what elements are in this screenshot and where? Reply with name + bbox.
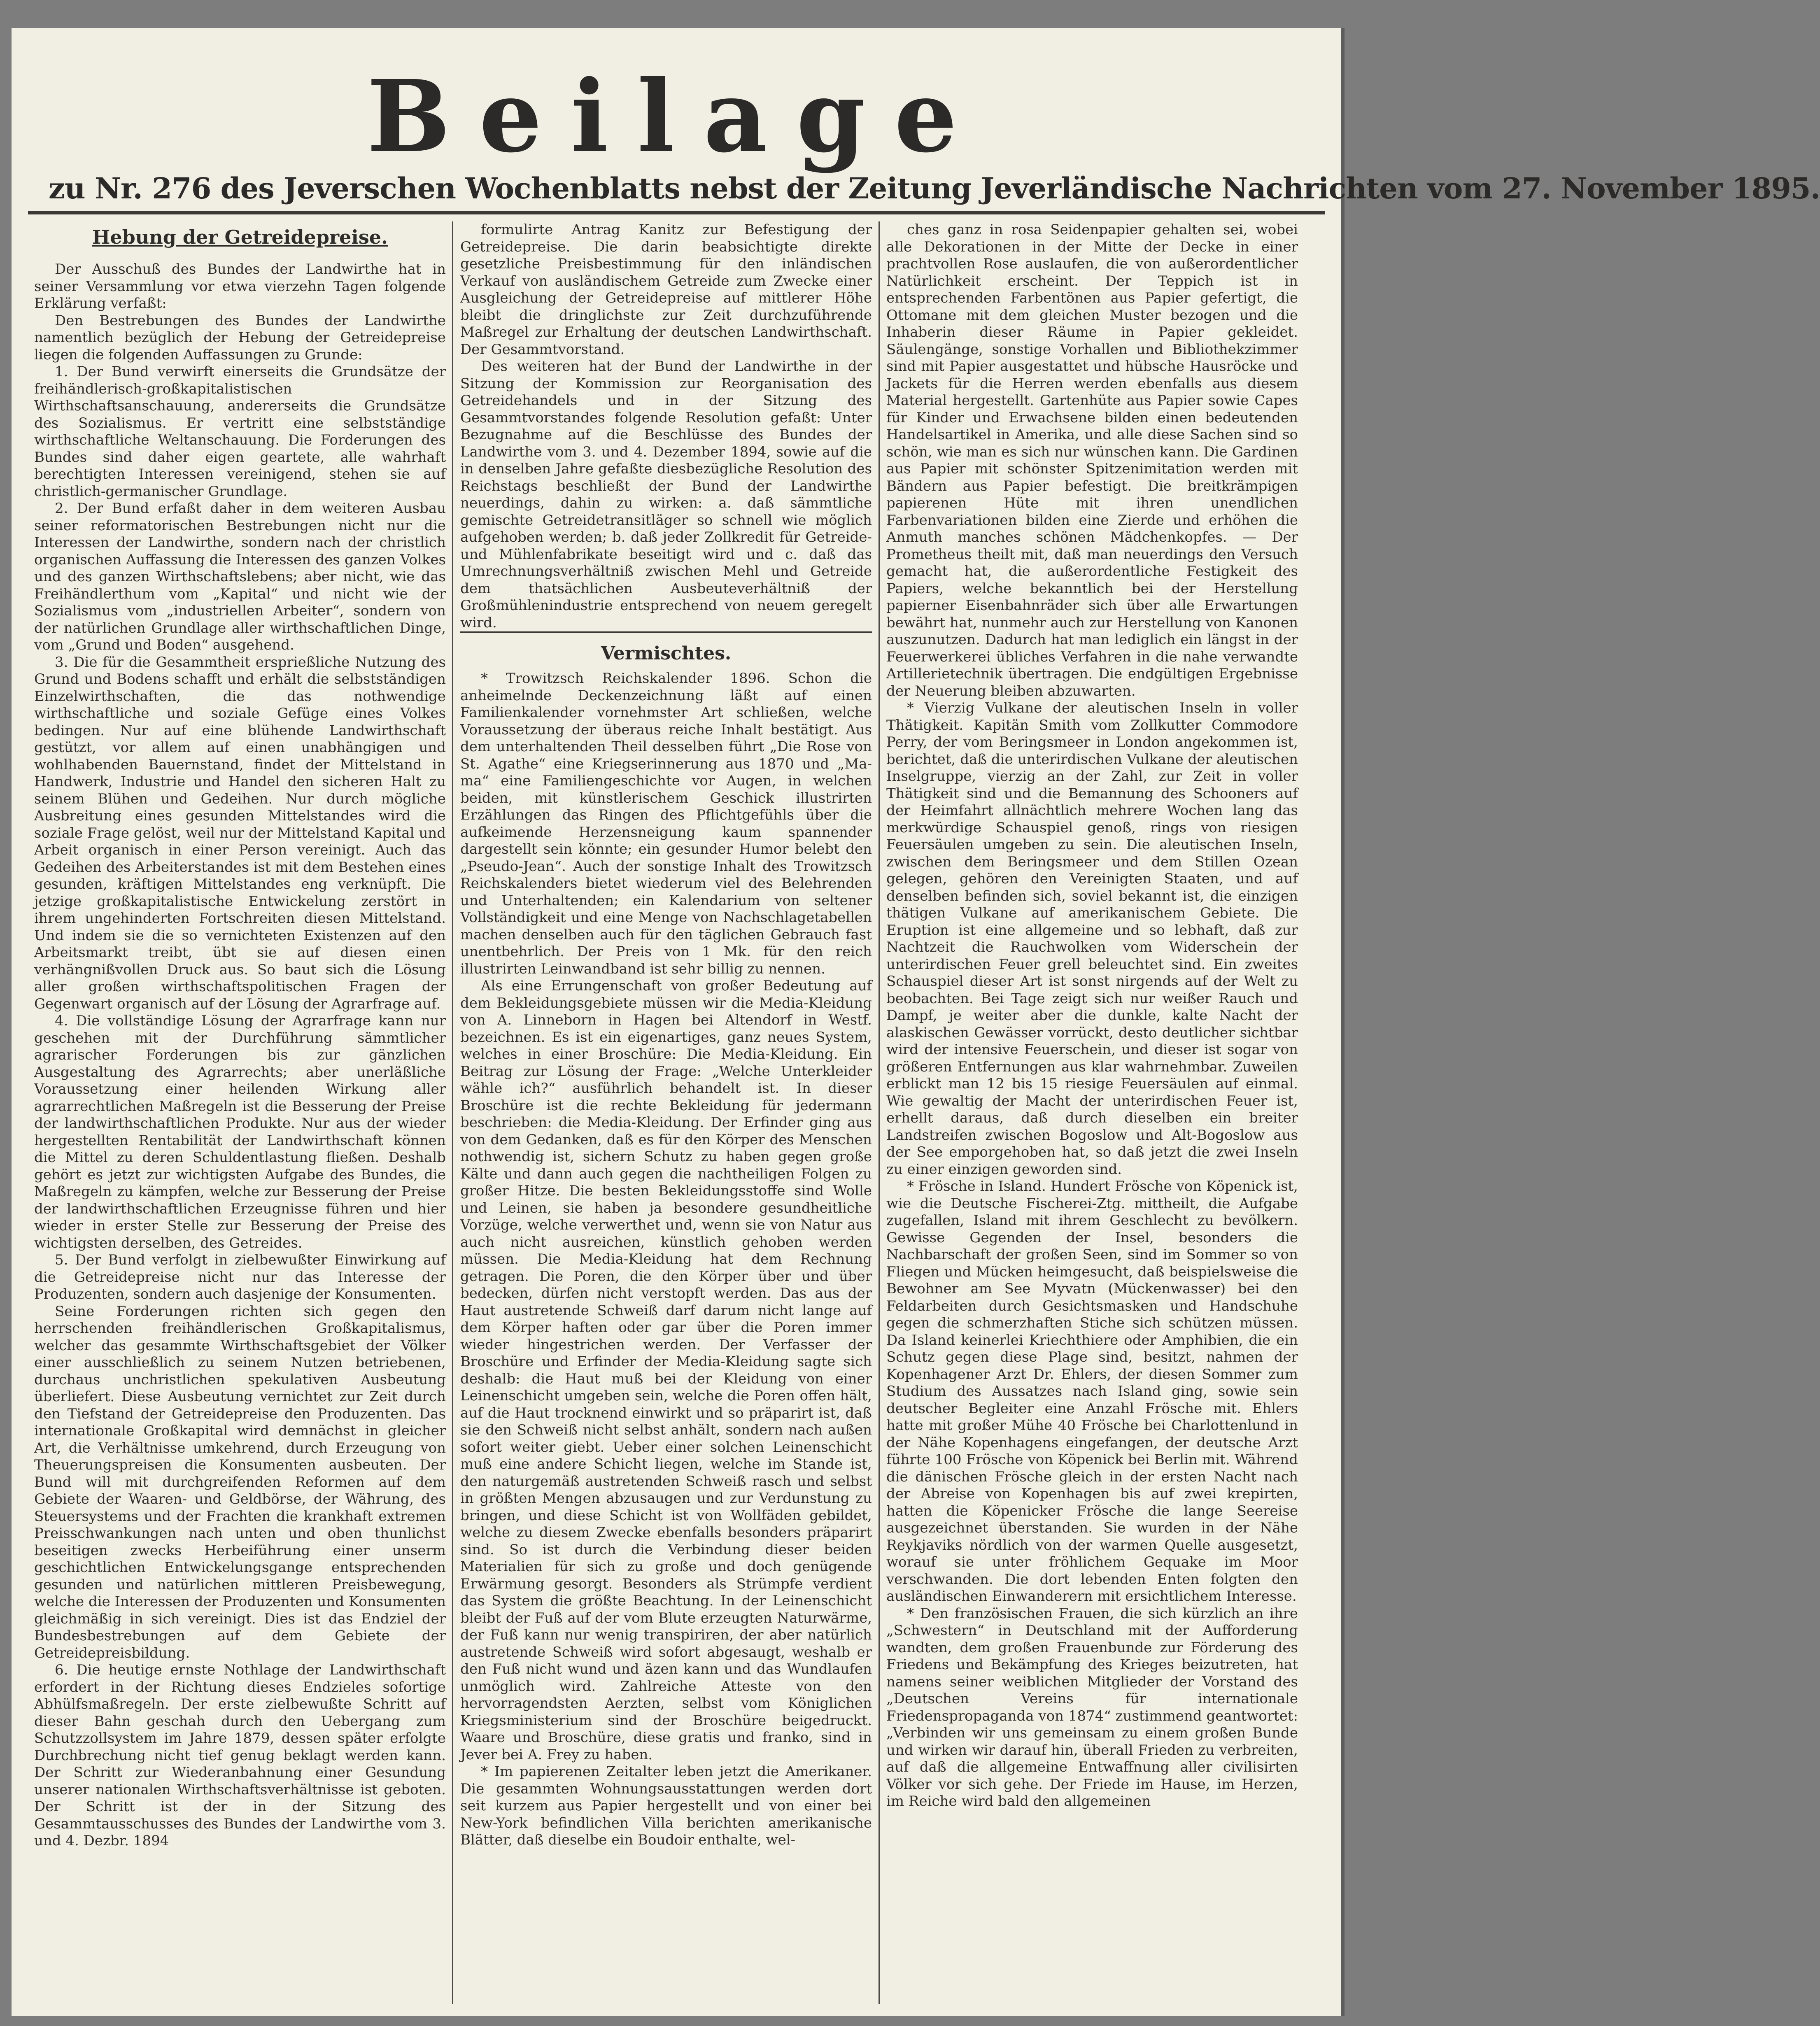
- column-rule: [452, 221, 453, 2004]
- newspaper-page: [12, 28, 1820, 2016]
- masthead-title: Beilage: [367, 58, 986, 175]
- paragraph: ches ganz in rosa Seidenpapier gehalten sei, wobei alle Dekorationen in der Mitte der Decke in einer prachtvollen Rose auslaufen, die von außerordentlicher Natürlichkeit erscheint. Der Teppich ist in entsprechenden Farbentönen aus Papier gefertigt, die Ottomane mit dem gleichen Muster bezogen und die Inhaberin dieser Räume in Papier gekleidet. Säulengänge, sonstige Vorhallen und Bibliothekzimmer sind mit Papier ausgestattet und hübsche Hausröcke und Jackets für die Herren werden ebenfalls aus diesem Material hergestellt. Gartenhüte aus Papier sowie Capes für Kinder und Erwachsene bilden einen bedeutenden Handelsartikel in Amerika, und alle diese Sachen sind so schön, wie man es sich nur wünschen kann. Die Gardinen aus Papier mit schönster Spitzenimitation werden mit Bändern aus Papier befestigt. Die breitkrämpigen papierenen Hüte mit ihren unendlichen Farbenvariationen bilden eine Zierde und erhöhen die Anmuth manches schönen Mädchenkopfes. — Der Prometheus theilt mit, daß man neuerdings den Versuch gemacht hat, die außerordentliche Festigkeit des Papiers, welche bekanntlich bei der Herstellung papierner Eisenbahnräder sich über alle Erwartungen bewährt hat, nunmehr auch zur Herstellung von Kanonen auszunutzen. Dadurch hat man lediglich ein längst in der Feuerwerkerei übliches Verfahren in die nahe verwandte Artillerietechnik übertragen. Die endgültigen Ergebnisse der Neuerung bleiben abzuwarten.: [886, 221, 1298, 699]
- paragraph: Den Bestrebungen des Bundes der Landwirthe namentlich bezüglich der Hebung der Getreidepreise liegen die folgenden Auffassungen zu Grunde:: [34, 312, 446, 363]
- paragraph: 1. Der Bund verwirft einerseits die Grundsätze der freihändlerisch-großkapitalistischen Wirthschaftsanschauung, andererseits die Grundsätze des Sozialismus. Er vertritt eine selbstständige wirthschaftliche Weltanschauung. Die Forderungen des Bundes sind daher eigen geartete, alle wahrhaft berechtigten Interessen vereinigend, stehen sie auf christlich-germanischer Grundlage.: [34, 363, 446, 500]
- paragraph: Der Ausschuß des Bundes der Landwirthe hat in seiner Versammlung vor etwa vierzehn Tagen folgende Erklärung verfaßt:: [34, 261, 446, 312]
- paragraph: 3. Die für die Gesammtheit ersprießliche Nutzung des Grund und Bodens schafft und erhält die selbstständigen Einzelwirthschaften, die das nothwendige wirthschaftliche und soziale Gefüge eines Volkes bedingen. Nur auf eine blühende Landwirthschaft gestützt, vor allem auf einen unabhängigen und wohlhabenden Bauernstand, findet der Mittelstand in Handwerk, Industrie und Handel den sicheren Halt zu seinem Blühen und Gedeihen. Nur durch mögliche Ausbreitung eines gesunden Mittelstandes wird die soziale Frage gelöst, weil nur der Mittelstand Kapital und Arbeit organisch in einer Person vereinigt. Auch das Gedeihen des Arbeiterstandes ist mit dem Bestehen eines gesunden, kräftigen Mittelstandes eng verknüpft. Die jetzige großkapitalistische Entwickelung zerstört in ihrem ungehinderten Fortschreiten diesen Mittelstand. Und indem sie die so vernichteten Existenzen auf den Arbeitsmarkt treibt, übt sie auf diesen einen verhängnißvollen Druck aus. So baut sich die Lösung aller großen wirthschaftspolitischen Fragen der Gegenwart organisch auf der Lösung der Agrarfrage auf.: [34, 654, 446, 1012]
- column-3: [886, 221, 1298, 2004]
- paragraph: Des weiteren hat der Bund der Landwirthe in der Sitzung der Kommission zur Reorganisation des Getreidehandels und in der Sitzung des Gesammtvorstandes folgende Resolution gefaßt: Unter Bezugnahme auf die Beschlüsse des Bundes der Landwirthe vom 3. und 4. Dezember 1894, sowie auf die in denselben Jahre gefaßte diesbezügliche Resolution des Reichstags beschließt der Bund der Landwirthe neuerdings, dahin zu wirken: a. daß sämmtliche gemischte Getreidetransitläger so schnell wie möglich aufgehoben werden; b. daß jeder Zollkredit für Getreide- und Mühlenfabrikate beseitigt wird und c. daß das Umrechnungsverhältniß zwischen Mehl und Getreide dem thatsächlichen Ausbeuteverhältniß der Großmühlenindustrie entsprechend von neuem geregelt wird.: [460, 358, 872, 631]
- article-title: Hebung der Getreidepreise.: [92, 226, 388, 248]
- paragraph: 5. Der Bund verfolgt in zielbewußter Einwirkung auf die Getreidepreise nicht nur das Interesse der Produzenten, sondern auch dasjenige der Konsumenten.: [34, 1252, 446, 1302]
- paragraph: Seine Forderungen richten sich gegen den herrschenden freihändlerischen Großkapitalismus, welcher das gesammte Wirthschaftsgebiet der Völker einer ausschließlich zu seinem Nutzen betriebenen, durchaus unchristlichen spekulativen Ausbeutung überliefert. Diese Ausbeutung vernichtet zur Zeit durch den Tiefstand der Getreidepreise den Produzenten. Das internationale Großkapital wird demnächst in gleicher Art, die Verhältnisse umkehrend, durch Erzeugung von Theuerungspreisen die Konsumenten ausbeuten. Der Bund will mit durchgreifenden Reformen auf dem Gebiete der Waaren- und Geldbörse, der Währung, des Steuersystems und der Frachten die krankhaft extremen Preisschwankungen nach unten und oben thunlichst beseitigen zwecks Herbeiführung einer unserm geschichtlichen Entwickelungsgange entsprechenden gesunden und natürlichen mittleren Preisbewegung, welche die Interessen der Produzenten und Konsumenten gleichmäßig in sich vereinigt. Dies ist das Endziel der Bundesbestrebungen auf dem Gebiete der Getreidepreisbildung.: [34, 1303, 446, 1661]
- paragraph: formulirte Antrag Kanitz zur Befestigung der Getreidepreise. Die darin beabsichtigte direkte gesetzliche Preisbestimmung für den inländischen Verkauf von ausländischem Getreide zum Zwecke einer Ausgleichung der Getreidepreise auf mittlerer Höhe bleibt die dringlichste zur Zeit durchzuführende Maßregel zur Erhaltung der deutschen Landwirthschaft. Der Gesammtvorstand.: [460, 221, 872, 358]
- paragraph: * Frösche in Island. Hundert Frösche von Köpenick ist, wie die Deutsche Fischerei-Ztg. mittheilt, die Aufgabe zugefallen, Island mit ihrem Geschlecht zu bevölkern. Gewisse Gegenden der Insel, besonders die Nachbarschaft der großen Seen, sind im Sommer so von Fliegen und Mücken heimgesucht, daß beispielsweise die Bewohner am See Myvatn (Mückenwasser) bei den Feldarbeiten durch Gesichtsmasken und Handschuhe gegen die schmerzhaften Stiche sich schützen müssen. Da Island keinerlei Kriechthiere oder Amphibien, die ein Schutz gegen diese Plage sind, besitzt, nahmen der Kopenhagener Arzt Dr. Ehlers, der diesen Sommer zum Studium des Aussatzes nach Island ging, sowie sein deutscher Begleiter eine Anzahl Frösche mit. Ehlers hatte mit großer Mühe 40 Frösche bei Charlottenlund in der Nähe Kopenhagens eingefangen, der deutsche Arzt führte 100 Frösche von Köpenick bei Berlin mit. Während die dänischen Frösche gleich in der ersten Nacht nach der Abreise von Kopenhagen bis auf zwei krepirten, hatten die Köpenicker Frösche die lange Seereise ausgezeichnet überstanden. Sie wurden in der Nähe Reykjaviks nördlich von der warmen Quelle ausgesetzt, worauf sie unter fröhlichem Gequake im Moor verschwanden. Die dort lebenden Enten folgten den ausländischen Einwanderern mit ersichtlichem Interesse.: [886, 1178, 1298, 1604]
- column-1: [34, 221, 446, 2004]
- column-rule: [879, 221, 880, 2004]
- paragraph: * Vierzig Vulkane der aleutischen Inseln in voller Thätigkeit. Kapitän Smith vom Zollkutter Commodore Perry, der vom Beringsmeer in London angekommen ist, berichtet, daß die unterirdischen Vulkane der aleutischen Inselgruppe, vierzig an der Zahl, zur Zeit in voller Thätigkeit sind und die Bemannung des Schooners auf der Heimfahrt allnächtlich mehrere Wochen lang das merkwürdige Schauspiel genoß, rings von riesigen Feuersäulen umgeben zu sein. Die aleutischen Inseln, zwischen dem Beringsmeer und dem Stillen Ozean gelegen, gehören den Vereinigten Staaten, und auf denselben befinden sich, soviel bekannt ist, die einzigen thätigen Vulkane auf amerikanischem Gebiete. Die Eruption ist eine allgemeine und so lebhaft, daß zur Nachtzeit die Rauchwolken vom Widerschein der unterirdischen Feuer grell beleuchtet sind. Ein zweites Schauspiel dieser Art ist sonst nirgends auf der Welt zu beobachten. Bei Tage zeigt sich nur weißer Rauch und Dampf, je weiter aber die dunkle, kalte Nacht der alaskischen Gewässer vorrückt, desto deutlicher sichtbar wird der intensive Feuerschein, und dieser ist sogar von größeren Entfernungen aus klar wahrnehmbar. Zuweilen erblickt man 12 bis 15 riesige Feuersäulen auf einmal. Wie gewaltig der Macht der unterirdischen Feuer ist, erhellt daraus, daß durch dieselben ein breiter Landstreifen zwischen Bogoslow und Alt-Bogoslow aus der See emporgehoben hat, so daß jetzt die zwei Inseln zu einer einzigen geworden sind.: [886, 700, 1298, 1178]
- paragraph: 4. Die vollständige Lösung der Agrarfrage kann nur geschehen mit der Durchführung sämmtlicher agrarischer Forderungen bis zur gänzlichen Ausgestaltung des Agrarrechts; aber unerläßliche Voraussetzung einer heilenden Wirkung aller agrarrechtlichen Maßregeln ist die Besserung der Preise der landwirthschaftlichen Produkte. Nur aus der wieder hergestellten Rentabilität der Landwirthschaft können die Mittel zu deren Schuldentlastung fließen. Deshalb gehört es jetzt zur wichtigsten Aufgabe des Bundes, die Maßregeln zu kämpfen, welche zur Besserung der Preise der landwirthschaftlichen Erzeugnisse führen und hier wieder in erster Stelle zur Besserung der Preise des wichtigsten derselben, des Getreides.: [34, 1013, 446, 1251]
- paragraph: 2. Der Bund erfaßt daher in dem weiteren Ausbau seiner reformatorischen Bestrebungen nicht nur die Interessen der Landwirthe, sondern nach der christlich organischen Auffassung die Interessen des ganzen Volkes und des ganzen Wirthschaftslebens; aber nicht, wie das Freihändlerthum vom „Kapital“ und nicht wie der Sozialismus vom „industriellen Arbeiter“, sondern von der natürlichen Grundlage aller wirthschaftlichen Dinge, vom „Grund und Boden“ ausgehend.: [34, 500, 446, 653]
- paragraph: * Den französischen Frauen, die sich kürzlich an ihre „Schwestern“ in Deutschland mit der Aufforderung wandten, dem großen Frauenbunde zur Förderung des Friedens und Bekämpfung des Krieges beizutreten, hat namens seiner weiblichen Mitglieder der Vorstand des „Deutschen Vereins für internationale Friedenspropaganda von 1874“ zustimmend geantwortet: „Verbinden wir uns gemeinsam zu einem großen Bunde und wirken wir darauf hin, überall Frieden zu verbreiten, auf daß die allgemeine Entwaffnung aller civilisirten Völker vor sich gehe. Der Friede im Hause, im Herzen, im Reiche wird bald den allgemeinen: [886, 1605, 1298, 1809]
- paragraph: * Trowitzsch Reichskalender 1896. Schon die anheimelnde Deckenzeichnung läßt auf einen Familienkalender vornehmster Art schließen, welche Voraussetzung der überaus reiche Inhalt bestätigt. Aus dem unterhaltenden Theil desselben führt „Die Rose von St. Agathe“ eine Kriegserinnerung aus 1870 und „Ma-ma“ eine Familiengeschichte vor Augen, in welchen beiden, mit künstlerischem Geschick illustrirten Erzählungen das Ringen des Pflichtgefühls über die aufkeimende Herzensneigung kaum spannender dargestellt sein könnte; ein gesunder Humor belebt den „Pseudo-Jean“. Auch der sonstige Inhalt des Trowitzsch Reichskalenders bietet wiederum viel des Belehrenden und Unterhaltenden; ein Kalendarium von seltener Vollständigkeit und eine Menge von Nachschlagetabellen machen denselben auch für den täglichen Gebrauch fast unentbehrlich. Der Preis von 1 Mk. für den reich illustrirten Leinwandband ist sehr billig zu nennen.: [460, 670, 872, 977]
- header-rule: [28, 211, 1325, 214]
- paragraph: Als eine Errungenschaft von großer Bedeutung auf dem Bekleidungsgebiete müssen wir die Media-Kleidung von A. Linneborn in Hagen bei Altendorf in Westf. bezeichnen. Es ist ein eigenartiges, ganz neues System, welches in einer Broschüre: Die Media-Kleidung. Ein Beitrag zur Lösung der Frage: „Welche Unterkleider wähle ich?“ ausführlich behandelt ist. In dieser Broschüre ist die rechte Bekleidung für jedermann beschrieben: die Media-Kleidung. Der Erfinder ging aus von dem Gedanken, daß es für den Körper des Menschen nothwendig ist, sichern Schutz zu haben gegen große Kälte und dann auch gegen die nachtheiligen Folgen zu großer Hitze. Die besten Bekleidungsstoffe sind Wolle und Leinen, sie haben ja besondere gesundheitliche Vorzüge, welche verwerthet und, wenn sie von Natur aus auch nicht ausreichen, künstlich gehoben werden müssen. Die Media-Kleidung hat dem Rechnung getragen. Die Poren, die den Körper über und über bedecken, dürfen nicht verstopft werden. Das aus der Haut austretende Schweiß darf darum nicht lange auf dem Körper haften oder gar über die Poren immer wieder hingestrichen werden. Der Verfasser der Broschüre und Erfinder der Media-Kleidung sagte sich deshalb: die Haut muß bei der Kleidung von einer Leinenschicht umgeben sein, welche die Poren offen hält, auf die Haut trocknend einwirkt und so präparirt ist, daß sie den Schweiß nicht selbst anhält, sondern nach außen sofort weiter giebt. Ueber einer solchen Leinenschicht muß eine andere Schicht liegen, welche im Stande ist, den naturgemäß austretenden Schweiß rasch und selbst in größten Mengen abzusaugen und zur Verdunstung zu bringen, und diese Schicht ist von Wollfäden gebildet, welche zu diesem Zwecke ebenfalls besonders präparirt sind. So ist durch die Verbindung dieser beiden Materialien für sich zu große und doch genügende Erwärmung gesorgt. Besonders als Strümpfe verdient das System die größte Beachtung. In der Leinenschicht bleibt der Fuß auf der vom Blute erzeugten Naturwärme, der Fuß kann nur wenig transpiriren, der aber natürlich austretende Schweiß wird sofort abgesaugt, weshalb er den Fuß nicht wund und äzen kann und das Wundlaufen unmöglich wird. Zahlreiche Atteste von den hervorragendsten Aerzten, selbst vom Königlichen Kriegsministerium sind der Broschüre beigedruckt. Waare und Broschüre, diese gratis und franko, sind in Jever bei A. Frey zu haben.: [460, 978, 872, 1763]
- paragraph: * Im papierenen Zeitalter leben jetzt die Amerikaner. Die gesammten Wohnungsausstattungen werden dort seit kurzem aus Papier hergestellt und von einer bei New-York befindlichen Villa berichten amerikanische Blätter, daß dieselbe ein Boudoir enthalte, wel-: [460, 1763, 872, 1848]
- column-2: [460, 221, 872, 2004]
- paragraph: 6. Die heutige ernste Nothlage der Landwirthschaft erfordert in der Richtung dieses Endzieles sofortige Abhülfsmaßregeln. Der erste zielbewußte Schritt auf dieser Bahn geschah durch den Uebergang zum Schutzzollsystem im Jahre 1879, dessen später erfolgte Durchbrechung nicht tief genug beklagt werden kann. Der Schritt zur Wiederanbahnung einer Gesundung unserer nationalen Wirthschaftsverhältnisse ist geboten. Der Schritt ist der in der Sitzung des Gesammtausschusses des Bundes der Landwirthe vom 3. und 4. Dezbr. 1894: [34, 1662, 446, 1849]
- issue-line: zu Nr. 276 des Jeverschen Wochenblatts nebst der Zeitung Jeverländische Nachrichten vom 27. November 1895.: [49, 171, 1820, 205]
- section-heading: Vermischtes.: [460, 631, 872, 670]
